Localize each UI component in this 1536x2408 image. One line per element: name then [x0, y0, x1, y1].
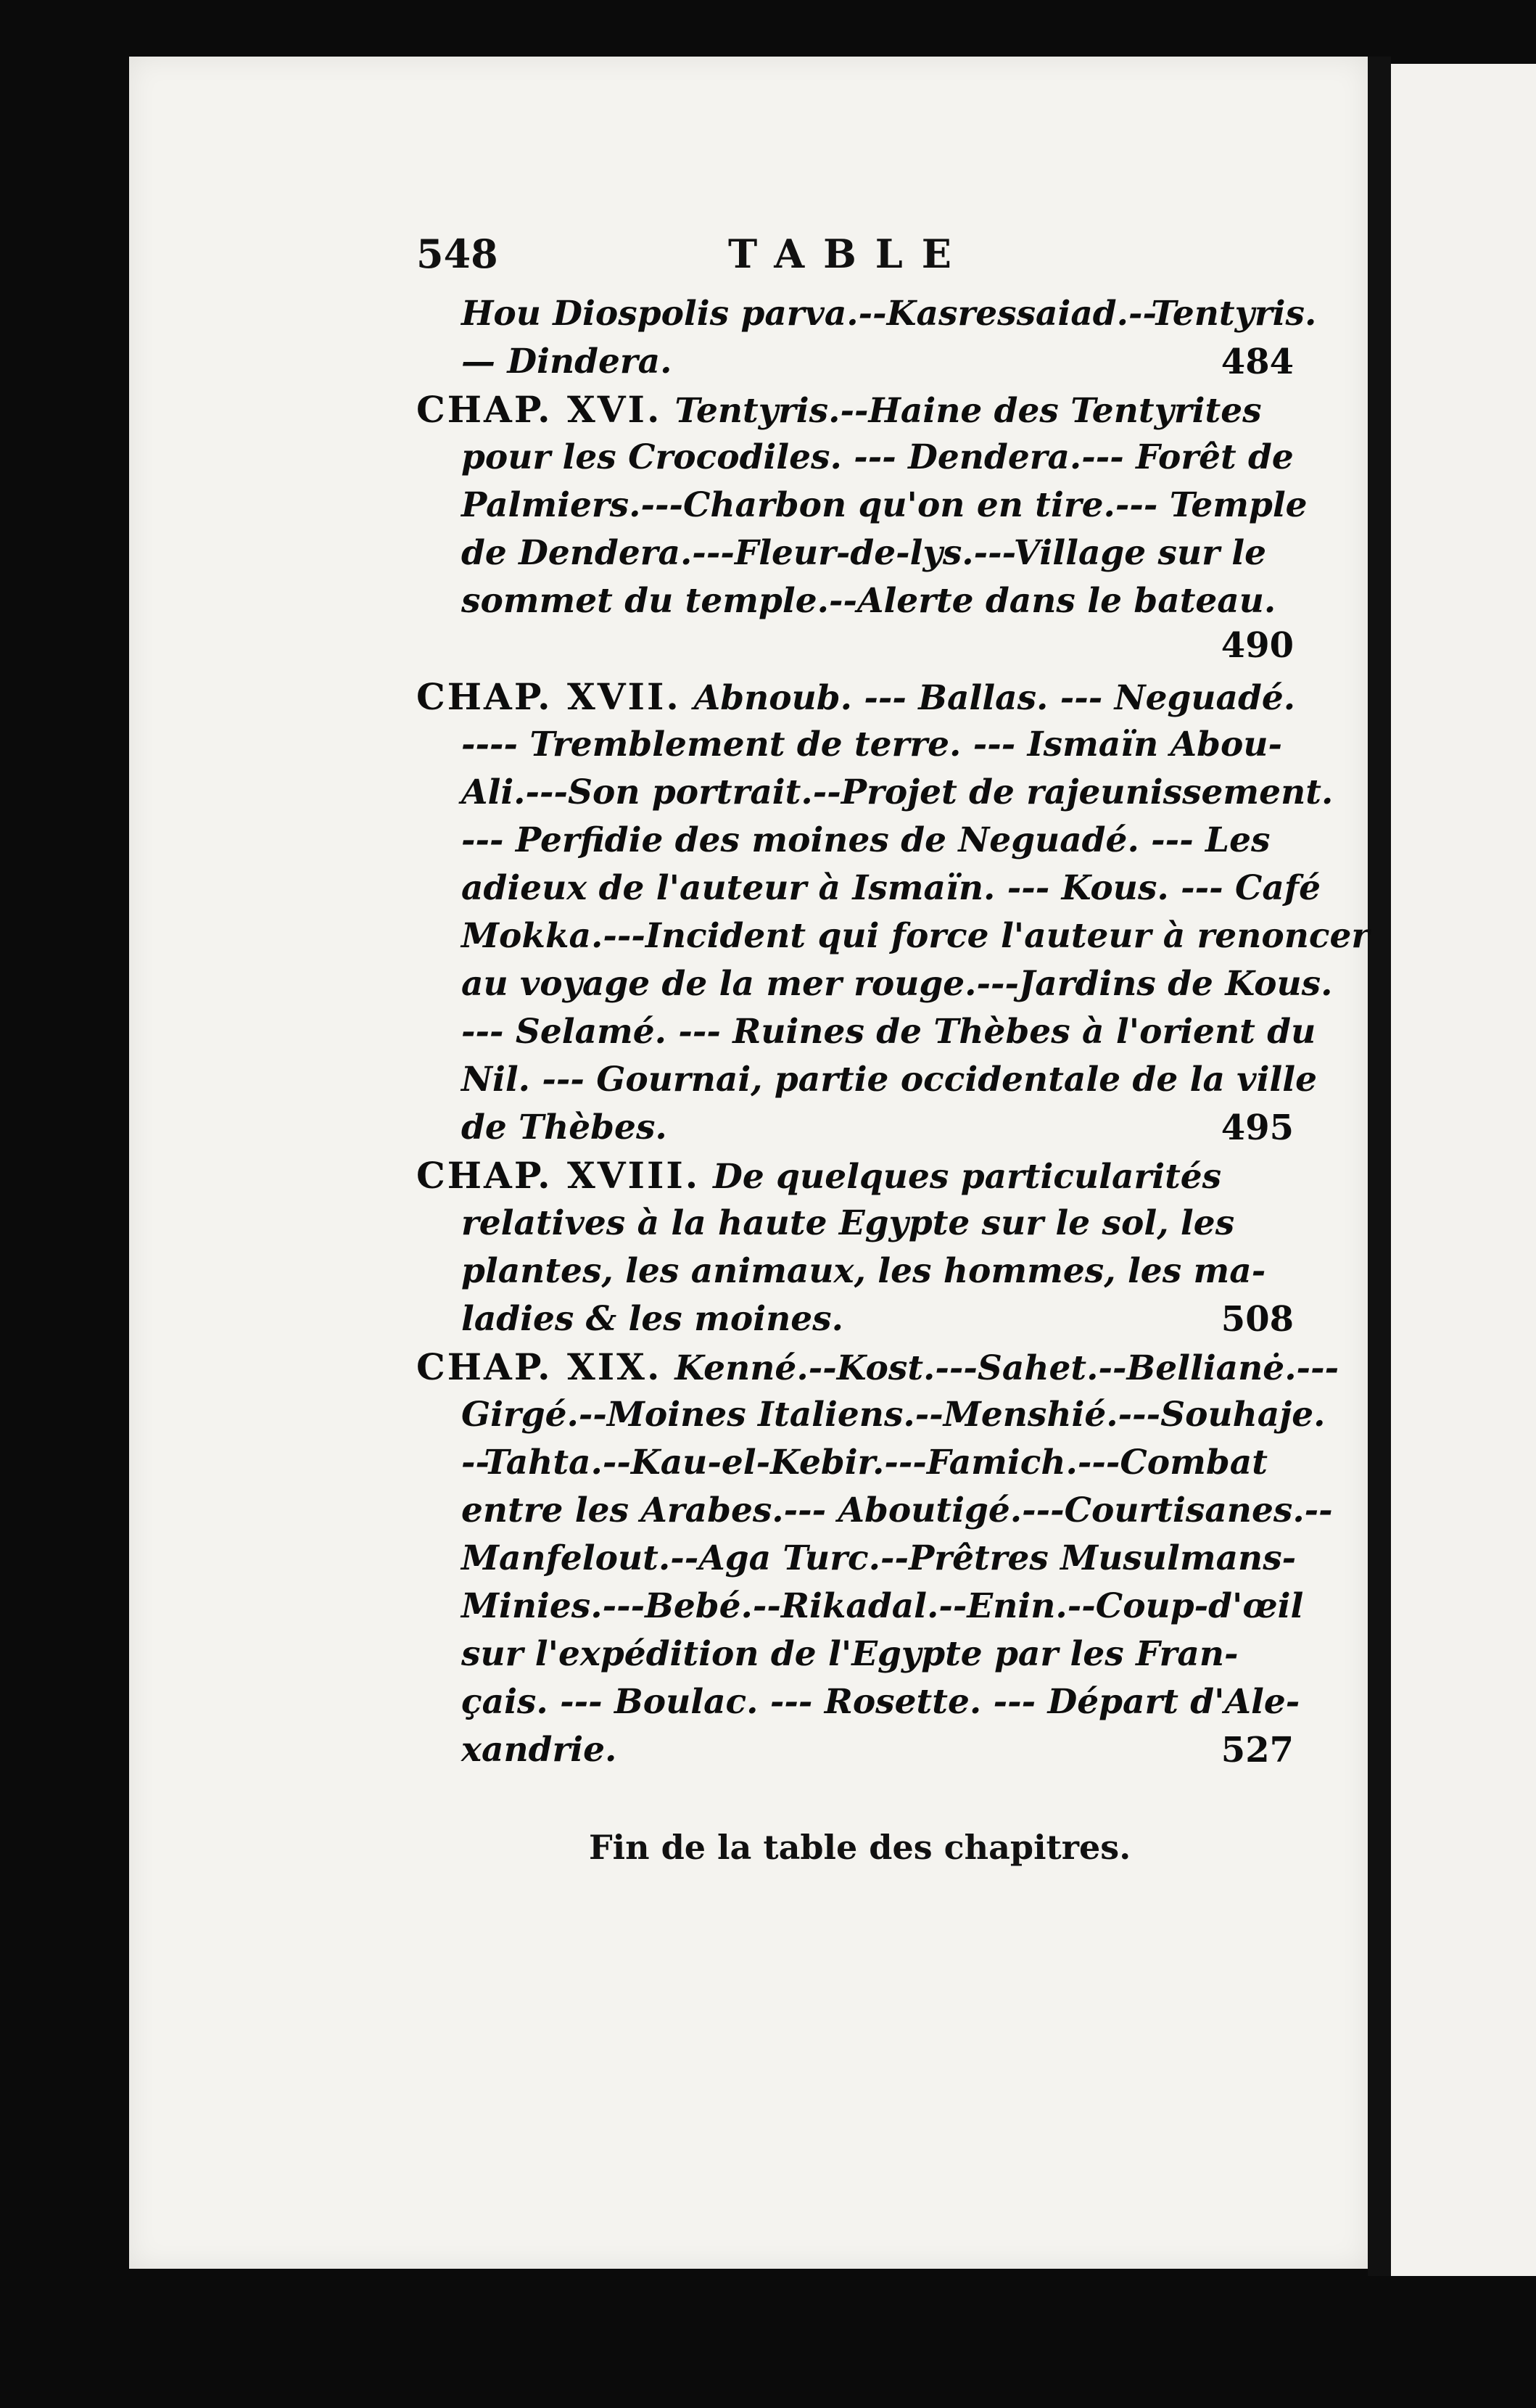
- toc-line-text: Ali.---Son portrait.--Projet de rajeunissement.: [461, 772, 1334, 812]
- toc-line-text: --Tahta.--Kau-el-Kebir.---Famich.---Combat: [461, 1443, 1268, 1483]
- toc-line: [416, 1726, 1294, 1774]
- toc-line-text: --- Selamé. --- Ruines de Thèbes à l'orient du: [461, 1012, 1316, 1052]
- toc-line: [416, 290, 1317, 338]
- end-note: Fin de la table des chapitres.: [589, 1828, 1131, 1867]
- toc-line: [416, 1248, 1294, 1295]
- toc-line-text: au voyage de la mer rouge.---Jardins de Kous.: [461, 964, 1333, 1004]
- toc-line: [416, 1008, 1316, 1056]
- toc-line-text: de Dendera.---Fleur-de-lys.---Village sur le: [461, 533, 1267, 573]
- toc-line-text: de Thèbes.: [461, 1108, 667, 1147]
- toc-line-text: Minies.---Bebé.--Rikadal.--Enin.--Coup-d'œil: [461, 1586, 1304, 1626]
- toc-line-text: relatives à la haute Egypte sur le sol, les: [461, 1203, 1235, 1243]
- toc-line-text: ladies & les moines.: [461, 1299, 843, 1339]
- toc-line: [416, 338, 1294, 386]
- toc-page-number: 490: [1221, 625, 1294, 666]
- toc-line: [416, 769, 1334, 817]
- toc-line-text: çais. --- Boulac. --- Rosette. --- Départ d'Ale-: [461, 1682, 1300, 1722]
- chapter-label: CHAP. XVIII.: [416, 1154, 701, 1197]
- toc-line-text: sommet du temple.--Alerte dans le bateau.: [461, 581, 1276, 621]
- toc-line: [416, 1630, 1294, 1678]
- toc-line: [416, 1056, 1318, 1104]
- toc-line-text: De quelques particularités: [713, 1157, 1222, 1197]
- toc-line: [416, 1152, 1294, 1200]
- toc-line: [416, 529, 1294, 577]
- toc-line: [416, 1487, 1333, 1535]
- toc-line-text: xandrie.: [461, 1730, 617, 1770]
- toc-line: [416, 1439, 1294, 1487]
- toc-line: [416, 1583, 1304, 1630]
- toc-line: [416, 1343, 1339, 1391]
- toc-line-text: --- Perfidie des moines de Neguadé. --- Les: [461, 820, 1271, 860]
- toc-line-text: Tentyris.--Haine des Tentyrites: [674, 391, 1262, 431]
- toc-page-number: 527: [1221, 1730, 1294, 1770]
- toc-line: [416, 577, 1294, 625]
- toc-line: [416, 434, 1294, 482]
- toc-line: [416, 386, 1294, 434]
- toc-line: [416, 721, 1294, 769]
- toc-entry: [416, 290, 1317, 386]
- toc-line: [416, 912, 1370, 960]
- toc-line-text: entre les Arabes.--- Aboutigé.---Courtisanes.--: [461, 1490, 1333, 1530]
- facing-page: [1391, 64, 1536, 2276]
- toc-page-number: 495: [1221, 1108, 1294, 1148]
- toc-line-text: Manfelout.--Aga Turc.--Prêtres Musulmans-: [461, 1538, 1297, 1578]
- toc-line: [416, 482, 1308, 529]
- toc-entry: [416, 386, 1308, 673]
- toc-line: [416, 960, 1333, 1008]
- book-gutter: [1368, 57, 1391, 2276]
- toc-line: [416, 1200, 1294, 1248]
- toc-line: [416, 1104, 1294, 1152]
- toc-page-number: 484: [1221, 342, 1294, 382]
- toc-line-text: ---- Tremblement de terre. --- Ismaïn Abou-: [461, 725, 1282, 764]
- toc-line-text: Girgé.--Moines Italiens.--Menshié.---Souhaje.: [461, 1395, 1326, 1435]
- toc-line-text: sur l'expédition de l'Egypte par les Fran-: [461, 1634, 1239, 1674]
- toc-line: [416, 1535, 1297, 1583]
- toc-line-text: Mokka.---Incident qui force l'auteur à renoncer: [461, 916, 1370, 956]
- toc-line: [416, 865, 1321, 912]
- toc-entry: [416, 673, 1370, 1152]
- toc-page-number: 508: [1221, 1299, 1294, 1340]
- toc-line: [416, 1678, 1300, 1726]
- toc-line-text: Palmiers.---Charbon qu'on en tire.--- Temple: [461, 485, 1308, 525]
- page-number: 548: [416, 231, 498, 277]
- toc-line-text: Nil. --- Gournai, partie occidentale de la ville: [461, 1060, 1318, 1100]
- toc-entry: [416, 1152, 1294, 1343]
- chapter-label: CHAP. XVI.: [416, 388, 662, 431]
- table-of-contents: [416, 290, 1370, 1774]
- toc-line-text: plantes, les animaux, les hommes, les ma-: [461, 1251, 1266, 1291]
- toc-line-text: Hou Diospolis parva.--Kasressaiad.--Tentyris.: [461, 294, 1317, 334]
- chapter-label: CHAP. XIX.: [416, 1345, 662, 1388]
- toc-line-text: — Dindera.: [461, 342, 672, 382]
- toc-line-text: pour les Crocodiles. --- Dendera.--- Forêt de: [461, 437, 1294, 477]
- toc-line: [416, 1391, 1326, 1439]
- toc-line: [416, 673, 1294, 721]
- toc-line: [416, 1295, 1294, 1343]
- toc-entry: [416, 1343, 1339, 1774]
- running-head: TABLE: [728, 231, 970, 277]
- page-header: [416, 231, 1287, 289]
- toc-line-text: adieux de l'auteur à Ismaïn. --- Kous. --- Café: [461, 868, 1321, 908]
- toc-line-text: Abnoub. --- Ballas. --- Neguadé.: [693, 678, 1296, 718]
- toc-line-text: Kenné.--Kost.---Sahet.--Bellianė.---: [674, 1348, 1339, 1388]
- toc-page-line: [416, 625, 1294, 673]
- chapter-label: CHAP. XVII.: [416, 675, 681, 718]
- toc-line: [416, 817, 1294, 865]
